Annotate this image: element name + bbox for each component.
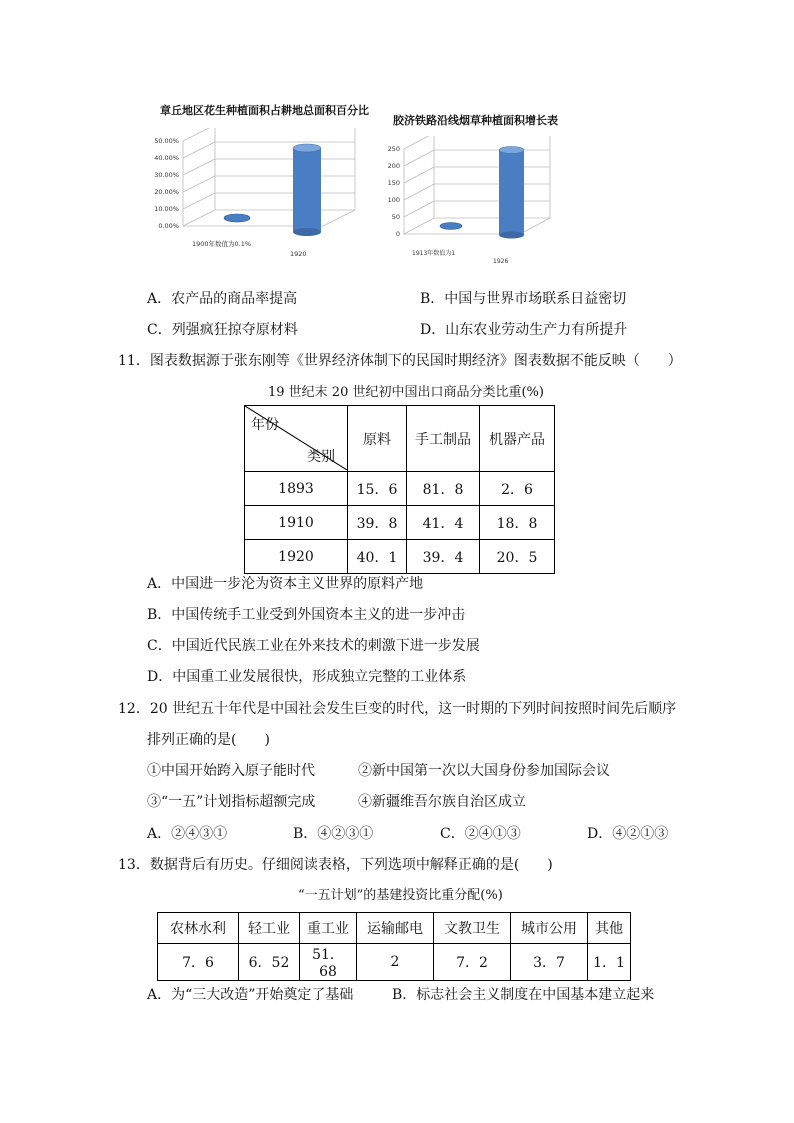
left-x-label: 1920: [290, 250, 307, 258]
right-y-tick: 0: [395, 230, 400, 238]
q12-option-c: C．②④①③: [440, 826, 521, 842]
q13-cell: 2: [357, 944, 434, 981]
q11-col-header: 原料: [348, 406, 407, 472]
table-row: [245, 506, 555, 540]
left-y-tick: 30.00%: [154, 171, 179, 179]
right-y-tick: 100: [387, 196, 400, 204]
bar-1926: [499, 147, 524, 239]
q11-cell: 39．8: [348, 506, 407, 540]
q11-option-c: C．中国近代民族工业在外来技术的刺激下进一步发展: [147, 638, 480, 654]
q12-option-b: B．④②③①: [293, 826, 374, 842]
q11-col-header: 机器产品: [480, 406, 555, 472]
q10-option-d: D．山东农业劳动生产力有所提升: [420, 322, 628, 338]
right-y-tick: 200: [387, 162, 400, 170]
q11-header-col-label: 类别: [307, 449, 335, 465]
left-y-tick: 50.00%: [154, 137, 179, 145]
q10-option-b: B．中国与世界市场联系日益密切: [420, 291, 627, 307]
q10-option-a: A．农产品的商品率提高: [147, 291, 298, 307]
q11-table: [244, 405, 555, 574]
q11-option-b: B．中国传统手工业受到外国资本主义的进一步冲击: [147, 607, 466, 623]
left-chart: [145, 128, 365, 268]
q11-cell: 81．8: [407, 472, 480, 506]
left-y-tick: 0.00%: [158, 222, 179, 230]
q13-table-title: “一五计划”的基建投资比重分配(%): [298, 888, 503, 903]
q12-stem-line1: 12．20 世纪五十年代是中国社会发生巨变的时代，这一时期的下列时间按照时间先后顺序: [118, 701, 677, 717]
q11-cell: 20．5: [480, 540, 555, 574]
right-x-label: 1913年数值为1: [412, 250, 456, 257]
q11-stem: 11．图表数据源于张东刚等《世界经济体制下的民国时期经济》图表数据不能反映（ ）: [118, 353, 682, 369]
bar-1920: [293, 144, 321, 236]
q12-item-2: ②新中国第一次以大国身份参加国际会议: [358, 763, 610, 779]
q13-header: 重工业: [300, 913, 357, 944]
bar-1913: [440, 223, 462, 230]
q13-table: [157, 912, 631, 981]
q11-cell: 41．4: [407, 506, 480, 540]
q11-cell: 1920: [245, 540, 348, 574]
q11-cell: 18．8: [480, 506, 555, 540]
table-row: [245, 540, 555, 574]
q13-stem: 13．数据背后有历史。仔细阅读表格，下列选项中解释正确的是( ): [118, 857, 553, 873]
q12-item-3: ③“一五”计划指标超额完成: [147, 794, 316, 810]
q13-header: 其他: [588, 913, 631, 944]
q12-option-d: D．④②①③: [587, 826, 669, 842]
q13-cell: 7．2: [434, 944, 511, 981]
q13-cell: 51．68: [300, 944, 357, 981]
left-chart-title: 章丘地区花生种植面积占耕地总面积百分比: [160, 104, 369, 117]
left-y-tick: 20.00%: [154, 188, 179, 196]
right-y-tick: 150: [387, 179, 400, 187]
right-x-label: 1926: [493, 258, 509, 265]
table-row: [245, 472, 555, 506]
q11-option-d: D．中国重工业发展很快，形成独立完整的工业体系: [147, 669, 467, 685]
q11-cell: 1910: [245, 506, 348, 540]
table-row: [158, 913, 631, 944]
q11-cell: 39．4: [407, 540, 480, 574]
q11-corner-cell: [245, 406, 348, 472]
q13-cell: 1．1: [588, 944, 631, 981]
q13-option-b: B．标志社会主义制度在中国基本建立起来: [392, 987, 655, 1003]
q13-cell: 7．6: [158, 944, 239, 981]
bar-1900: [224, 214, 250, 222]
q11-cell: 1893: [245, 472, 348, 506]
q13-header: 运输邮电: [357, 913, 434, 944]
q12-stem-line2: 排列正确的是( ): [147, 732, 270, 748]
table-row: [158, 944, 631, 981]
q10-option-c: C．列强疯狂掠夺原材料: [147, 322, 298, 338]
q11-col-header: 手工制品: [407, 406, 480, 472]
right-chart: [378, 136, 558, 266]
q12-option-a: A．②④③①: [147, 826, 228, 842]
q11-cell: 40．1: [348, 540, 407, 574]
q13-cell: 6．52: [239, 944, 300, 981]
left-x-label: 1900年数值为0.1%: [192, 240, 252, 248]
q12-item-4: ④新疆维吾尔族自治区成立: [358, 794, 526, 810]
q13-header: 轻工业: [239, 913, 300, 944]
q11-option-a: A．中国进一步沦为资本主义世界的原料产地: [147, 576, 424, 592]
right-y-tick: 250: [387, 145, 400, 153]
q13-cell: 3．7: [511, 944, 588, 981]
q13-header: 城市公用: [511, 913, 588, 944]
q13-option-a: A．为“三大改造”开始奠定了基础: [147, 987, 354, 1003]
left-y-tick: 10.00%: [154, 205, 179, 213]
q12-item-1: ①中国开始跨入原子能时代: [147, 763, 315, 779]
q13-header: 农林水利: [158, 913, 239, 944]
right-chart-title: 胶济铁路沿线烟草种植面积增长表: [393, 114, 558, 127]
q11-table-title: 19 世纪末 20 世纪初中国出口商品分类比重(%): [268, 385, 544, 400]
q11-cell: 2．6: [480, 472, 555, 506]
q11-header-row-label: 年份: [251, 417, 279, 433]
q13-header: 文教卫生: [434, 913, 511, 944]
q11-cell: 15．6: [348, 472, 407, 506]
right-y-tick: 50: [391, 213, 400, 221]
left-y-tick: 40.00%: [154, 154, 179, 162]
